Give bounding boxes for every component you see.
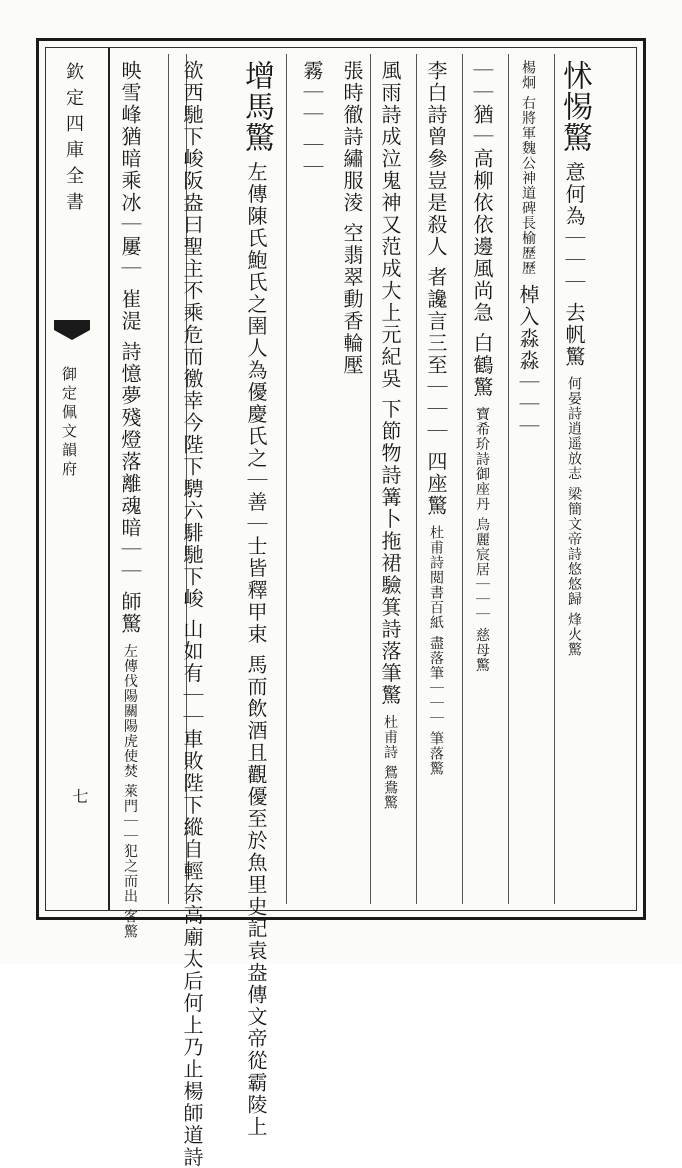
text-column-6	[338, 60, 366, 376]
column-text: 棹入淼淼｜｜｜	[516, 283, 540, 438]
column-text: 左傳陳氏鮑氏之圉人為優慶氏之｜善｜士皆釋甲束 馬而飲酒且觀優至於魚里史記袁盎傳文帝從霸陵上	[244, 161, 268, 1138]
running-title: 欽定四庫全書	[63, 62, 84, 218]
column-text: 意何為｜｜｜ 去帆驚	[562, 161, 586, 368]
column-rule	[462, 54, 463, 904]
page-frame-inner	[45, 47, 637, 1168]
headword: 增馬驚	[239, 60, 274, 153]
column-text: ｜｜猶｜高柳依依邊風尚急 白鶴驚	[470, 60, 494, 399]
text-column-7	[298, 60, 326, 178]
column-annotation: 楊炯 右將軍魏公神道碑長榆歷歷	[520, 60, 536, 276]
text-column-4	[422, 60, 450, 776]
book-title: 御定佩文韻府	[60, 366, 78, 480]
column-annotation: 左傳伐陽關陽虎使焚 萊門｜｜犯之而出 客驚	[122, 643, 138, 940]
column-annotation: 寶希玠詩御座丹 烏麗宸居｜｜｜ 慈母驚	[474, 406, 490, 673]
column-rule	[554, 54, 555, 904]
text-column-2	[514, 60, 542, 438]
column-rule	[370, 54, 371, 904]
column-text: 霧｜｜ ｜｜	[300, 60, 324, 179]
column-rule	[168, 54, 169, 904]
text-column-1	[557, 60, 592, 657]
text-column-3	[468, 60, 496, 673]
fish-tail-icon	[52, 316, 92, 356]
page-frame	[36, 38, 646, 1168]
column-text: 張時徹詩繡服淩 空翡翠動香輪壓	[340, 60, 364, 377]
page-number: 七	[70, 788, 89, 804]
headword: 怵惕驚	[557, 60, 592, 153]
column-text: 風雨詩成泣鬼神又范成大上元紀吳 下節物詩篝卜拖裙驗箕詩落筆驚	[378, 60, 402, 707]
text-column-10	[116, 60, 144, 939]
margin-column	[46, 48, 110, 910]
column-rule	[508, 54, 509, 904]
column-text: 映雪峰猶暗乘冰｜屢｜ 崔湜 詩憶夢殘燈落離魂暗｜｜ 師驚	[118, 60, 142, 636]
column-rule	[416, 54, 417, 904]
text-column-9	[178, 60, 206, 1168]
text-column-5	[376, 60, 404, 810]
column-text: 欲西馳下峻阪盎曰聖主不乘危而徼幸今陛下騁六騑馳下峻 山如有｜｜車敗陛下縱自輕奈高廟太后何上乃止楊師道詩	[180, 60, 204, 1168]
text-column-8	[239, 60, 274, 1138]
column-annotation: 何晏詩逍遥放志 梁簡文帝詩悠悠歸 烽火驚	[566, 376, 582, 657]
column-annotation: 杜甫詩閲書百紙 盡落筆｜｜｜ 筆落驚	[428, 525, 444, 776]
column-text: 李白詩曾參豈是殺人 者讒言三至｜｜｜ 四座驚	[424, 60, 448, 517]
column-annotation: 杜甫詩 鴛鴦驚	[382, 714, 398, 811]
column-rule	[286, 54, 287, 904]
